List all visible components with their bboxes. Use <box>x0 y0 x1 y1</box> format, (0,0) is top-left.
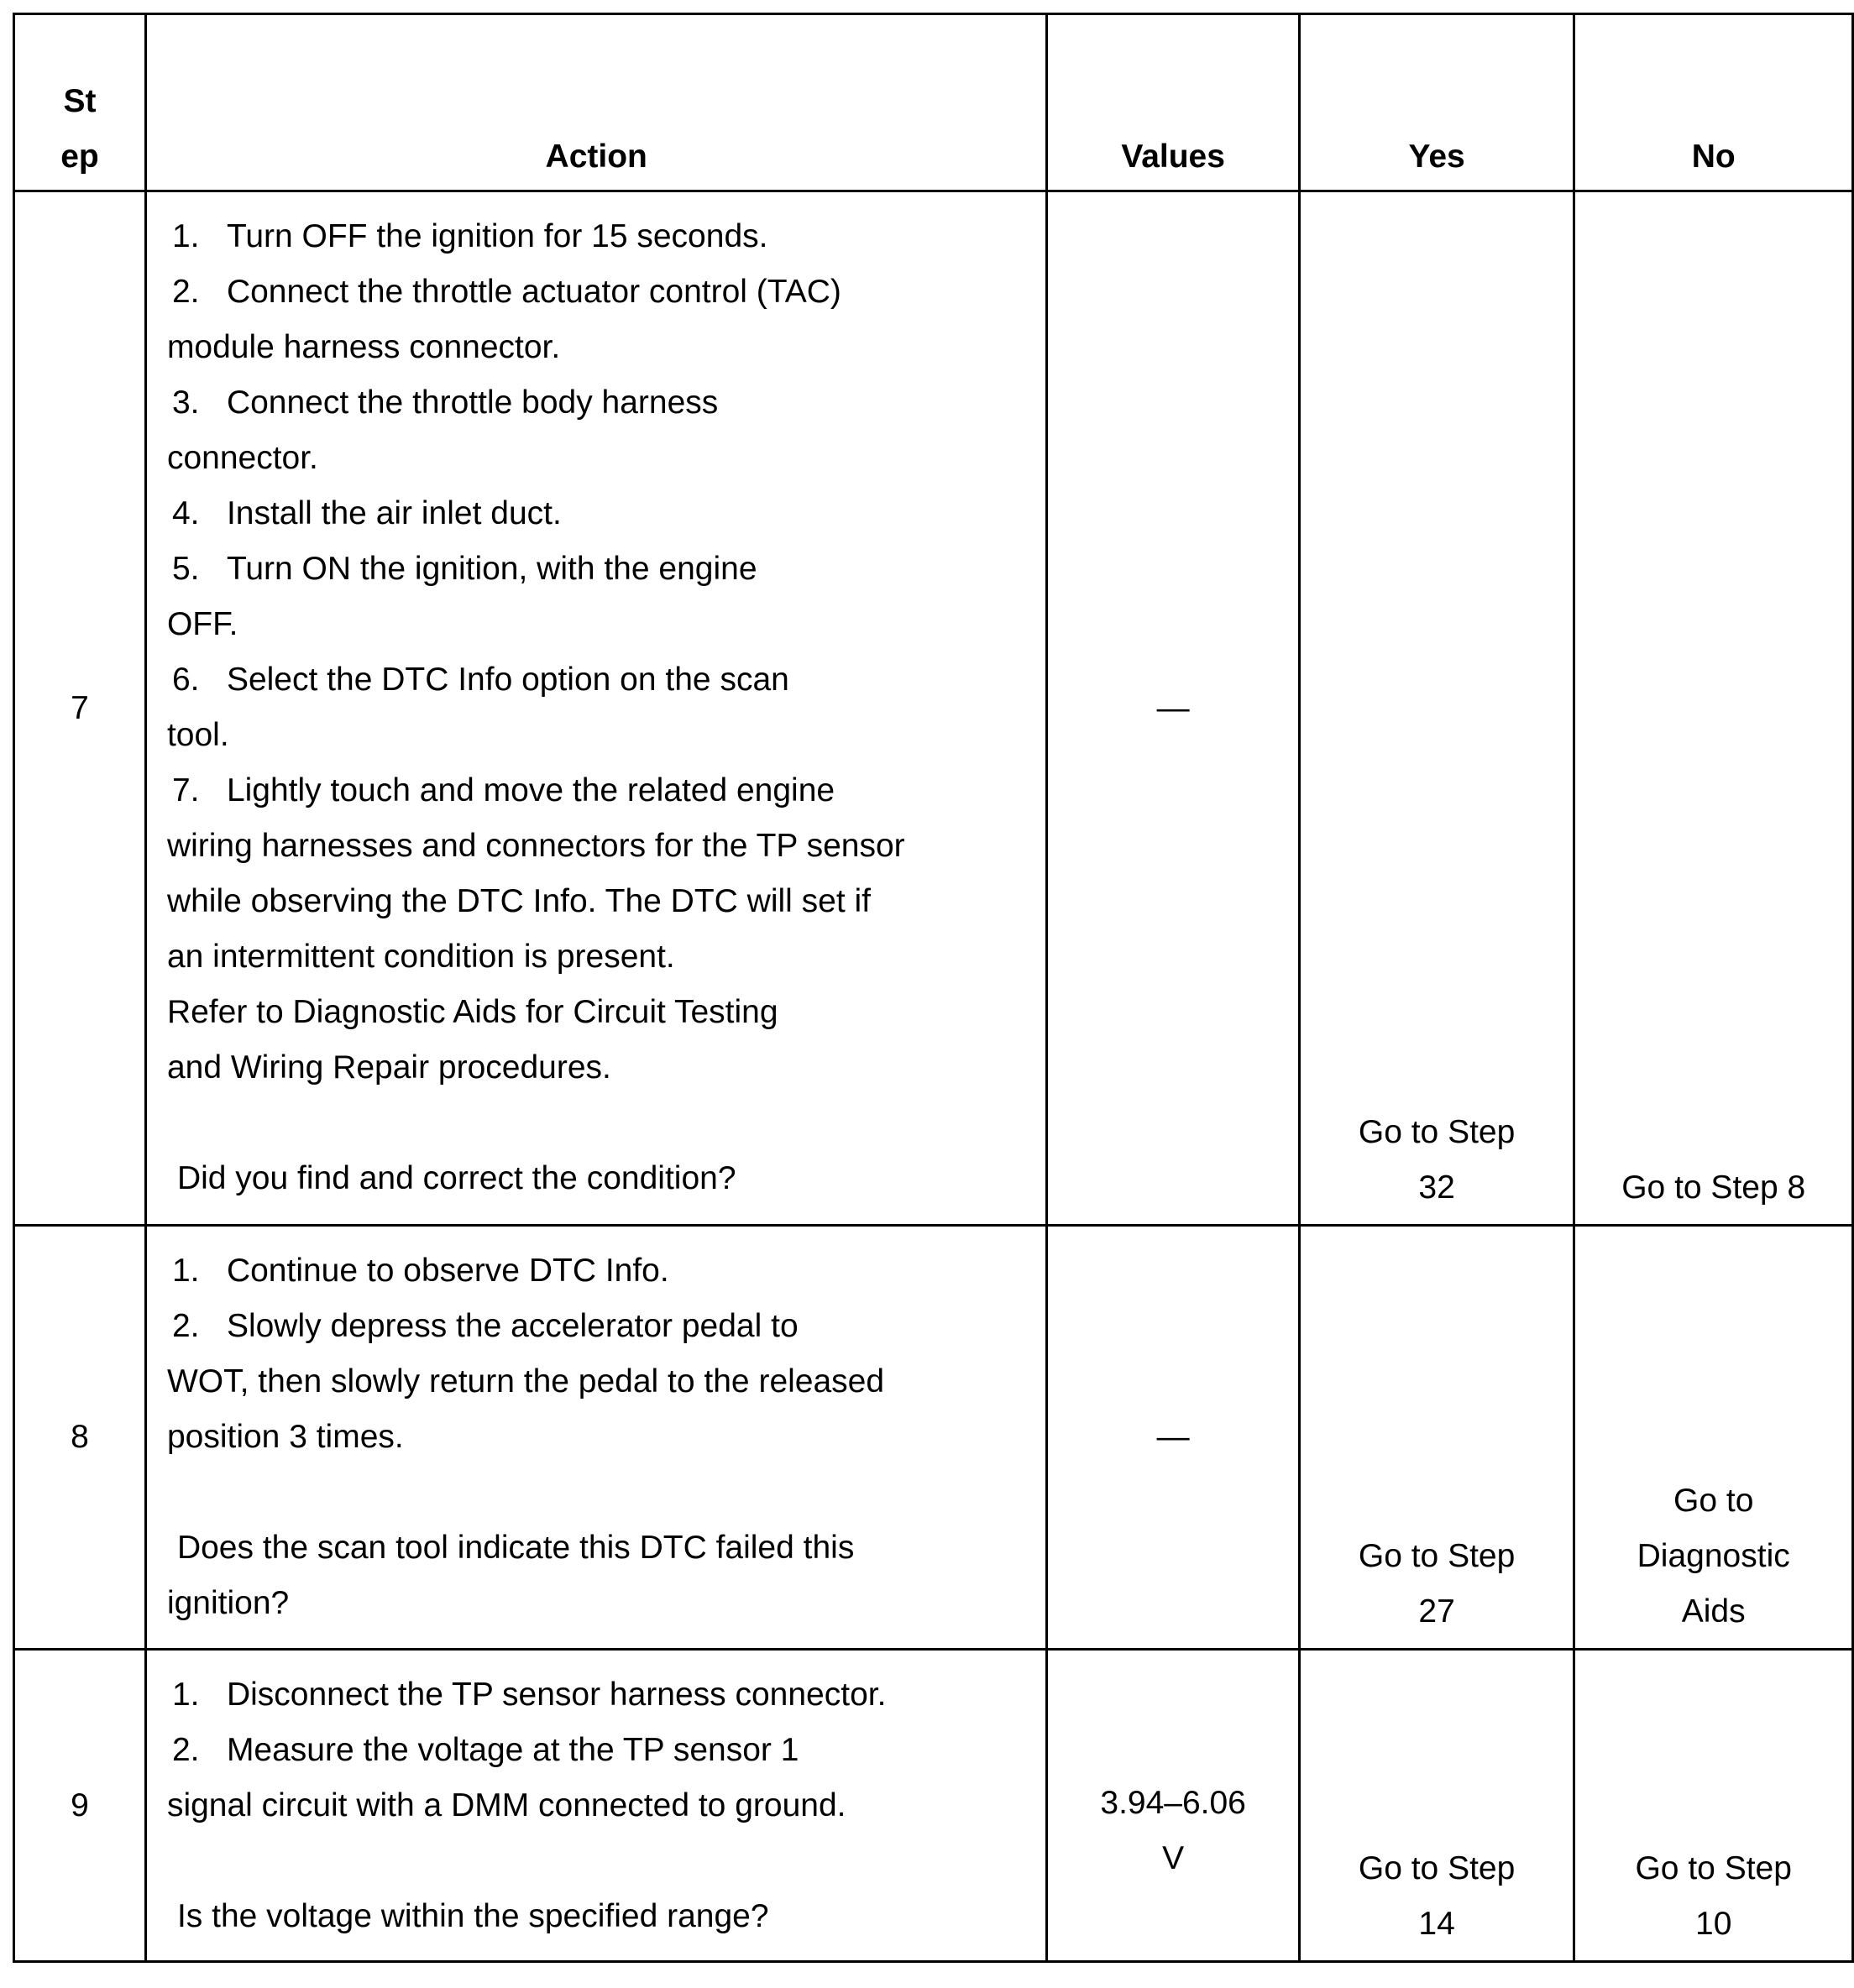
action-line <box>167 264 1029 320</box>
action-text: wiring harnesses and connectors for the TP sensor <box>166 828 905 864</box>
action-line <box>167 985 1029 1040</box>
action-text: WOT, then slowly return the pedal to the released <box>166 1363 885 1399</box>
no-cell <box>1574 191 1853 1226</box>
action-line <box>167 209 1029 264</box>
no-text: 10 <box>1695 1906 1732 1942</box>
header-no: No <box>1574 14 1853 191</box>
table-row <box>14 1226 1853 1650</box>
yes-cell <box>1299 1226 1574 1650</box>
values-text: V <box>1162 1839 1185 1876</box>
action-text: Install the air inlet duct. <box>226 495 562 531</box>
yes-cell <box>1299 191 1574 1226</box>
action-cell <box>145 1226 1047 1650</box>
action-text: Turn ON the ignition, with the engine <box>226 551 757 587</box>
yes-text: Go to Step <box>1358 1114 1516 1150</box>
action-text: ignition? <box>166 1585 290 1621</box>
header-values: Values <box>1047 14 1299 191</box>
action-text: Lightly touch and move the related engine <box>226 772 835 808</box>
table-row <box>14 191 1853 1226</box>
step-cell: 7 <box>14 191 146 1226</box>
no-cell <box>1574 1226 1853 1650</box>
yes-text: 27 <box>1418 1593 1455 1630</box>
action-text: position 3 times. <box>166 1419 404 1455</box>
action-text: Measure the voltage at the TP sensor 1 <box>226 1732 799 1768</box>
action-text: an intermittent condition is present. <box>166 939 675 975</box>
header-step <box>14 14 146 191</box>
no-text: Go to Step 8 <box>1621 1169 1806 1206</box>
action-text: Continue to observe DTC Info. <box>226 1253 669 1289</box>
step-number: 5. <box>171 551 200 587</box>
step-number: 2. <box>171 1732 200 1768</box>
action-line <box>167 1778 1029 1834</box>
values-cell <box>1047 1226 1299 1650</box>
step-cell: 9 <box>14 1650 146 1962</box>
action-line <box>167 320 1029 375</box>
no-cell <box>1574 1650 1853 1962</box>
action-line <box>167 1096 1029 1151</box>
action-line <box>167 929 1029 985</box>
table-row <box>14 1650 1853 1962</box>
yes-text: 14 <box>1418 1906 1455 1942</box>
action-text: Is the voltage within the specified range? <box>176 1898 769 1934</box>
action-line <box>167 1040 1029 1096</box>
action-cell <box>145 191 1047 1226</box>
action-line <box>167 1667 1029 1723</box>
action-line <box>167 1723 1029 1778</box>
action-line <box>167 763 1029 819</box>
step-number: 1. <box>171 1253 200 1289</box>
action-text: Disconnect the TP sensor harness connector. <box>226 1677 887 1713</box>
action-line <box>167 1299 1029 1354</box>
values-text: — <box>1156 689 1190 726</box>
question-text <box>167 1151 1029 1206</box>
step-number: 1. <box>171 218 200 254</box>
action-text: Turn OFF the ignition for 15 seconds. <box>226 218 768 254</box>
header-step-line: St <box>63 83 97 119</box>
yes-text: Go to Step <box>1358 1850 1516 1886</box>
step-number: 3. <box>171 385 200 421</box>
action-text: Connect the throttle body harness <box>226 385 719 421</box>
no-text: Go to Step <box>1635 1850 1792 1886</box>
yes-cell <box>1299 1650 1574 1962</box>
values-cell <box>1047 191 1299 1226</box>
step-number: 1. <box>171 1677 200 1713</box>
action-text: Did you find and correct the condition? <box>176 1160 736 1196</box>
action-line <box>167 541 1029 597</box>
action-line <box>167 1465 1029 1520</box>
values-text: 3.94–6.06 <box>1100 1784 1246 1821</box>
header-action: Action <box>145 14 1047 191</box>
action-text: module harness connector. <box>166 329 561 365</box>
action-line <box>167 1576 1029 1631</box>
step-number: 7. <box>171 772 200 808</box>
yes-text: Go to Step <box>1358 1538 1516 1574</box>
no-text: Go to <box>1673 1483 1754 1519</box>
action-text: signal circuit with a DMM connected to ground. <box>166 1787 846 1823</box>
action-line <box>167 1834 1029 1889</box>
action-text: Refer to Diagnostic Aids for Circuit Testing <box>166 994 778 1030</box>
action-text: Select the DTC Info option on the scan <box>226 662 789 698</box>
header-step-line: ep <box>60 139 99 175</box>
no-text: Diagnostic <box>1637 1538 1790 1574</box>
action-text: and Wiring Repair procedures. <box>166 1049 611 1086</box>
action-cell <box>145 1650 1047 1962</box>
action-text: while observing the DTC Info. The DTC will set if <box>166 883 872 919</box>
action-line <box>167 431 1029 486</box>
action-line <box>167 1243 1029 1299</box>
step-number: 2. <box>171 274 200 310</box>
action-line <box>167 486 1029 541</box>
values-cell <box>1047 1650 1299 1962</box>
action-text: tool. <box>166 717 229 753</box>
no-text: Aids <box>1681 1593 1746 1630</box>
action-text: Connect the throttle actuator control (TAC) <box>226 274 841 310</box>
action-text: Does the scan tool indicate this DTC failed this <box>176 1530 855 1566</box>
action-line <box>167 1354 1029 1410</box>
diagnostic-table <box>13 13 1854 1963</box>
yes-text: 32 <box>1418 1169 1455 1206</box>
action-line <box>167 375 1029 431</box>
step-number: 2. <box>171 1308 200 1344</box>
step-number: 4. <box>171 495 200 531</box>
values-text: — <box>1156 1419 1190 1455</box>
action-text: connector. <box>166 440 318 476</box>
action-line <box>167 874 1029 929</box>
step-number: 6. <box>171 662 200 698</box>
action-line <box>167 1410 1029 1465</box>
question-text <box>167 1520 1029 1576</box>
header-yes: Yes <box>1299 14 1574 191</box>
step-cell: 8 <box>14 1226 146 1650</box>
action-text: OFF. <box>166 606 238 642</box>
header-row <box>14 14 1853 191</box>
question-text <box>167 1889 1029 1944</box>
action-line <box>167 652 1029 708</box>
action-line <box>167 708 1029 763</box>
action-line <box>167 597 1029 652</box>
action-line <box>167 819 1029 874</box>
action-text: Slowly depress the accelerator pedal to <box>226 1308 799 1344</box>
